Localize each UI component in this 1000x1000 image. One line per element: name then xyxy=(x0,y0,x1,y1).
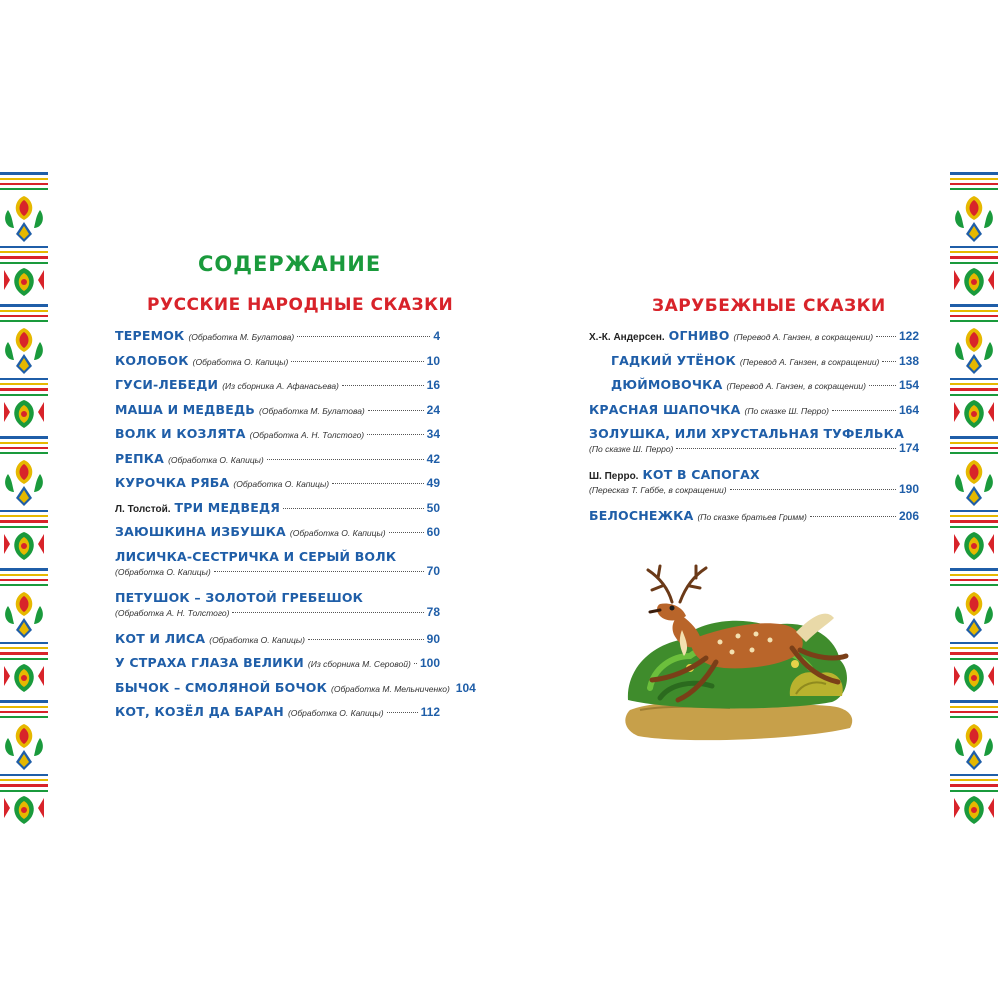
section-title-foreign: ЗАРУБЕЖНЫЕ СКАЗКИ xyxy=(652,296,886,316)
toc-entry xyxy=(589,402,919,427)
leader-dots xyxy=(810,516,896,517)
entry-page: 24 xyxy=(426,402,440,417)
entry-note: (Обработка М. Булатова) xyxy=(188,332,295,342)
entry-page: 49 xyxy=(426,476,440,490)
contents-title: СОДЕРЖАНИЕ xyxy=(198,252,382,276)
leader-dots xyxy=(291,361,423,362)
toc-entry xyxy=(589,377,919,402)
entry-note: (Обработка О. Капицы) xyxy=(289,528,386,538)
leader-dots xyxy=(730,489,896,490)
toc-entry xyxy=(115,590,440,631)
toc-entry xyxy=(115,631,440,656)
entry-title: БЕЛОСНЕЖКА xyxy=(589,508,694,523)
entry-page: 122 xyxy=(898,329,919,343)
entry-title: КОТ, КОЗЁЛ ДА БАРАН xyxy=(115,704,284,719)
entry-title: МАША И МЕДВЕДЬ xyxy=(115,401,256,417)
entry-title: ВОЛК И КОЗЛЯТА xyxy=(115,426,246,441)
entry-note: (Перевод А. Ганзен, в сокращении) xyxy=(726,381,866,391)
entry-page: 138 xyxy=(898,353,919,368)
entry-note: (Обработка О. Капицы) xyxy=(233,479,330,489)
section-title-russian: РУССКИЕ НАРОДНЫЕ СКАЗКИ xyxy=(147,295,454,315)
entry-page: 50 xyxy=(426,500,440,515)
toc-entry xyxy=(115,475,440,500)
entry-note: (Перевод А. Ганзен, в сокращении) xyxy=(739,356,880,367)
toc-entry xyxy=(115,328,440,353)
entry-page: 16 xyxy=(426,378,440,392)
toc-entry xyxy=(115,426,440,451)
entry-title: ЗОЛУШКА, ИЛИ ХРУСТАЛЬНАЯ ТУФЕЛЬКА xyxy=(589,426,904,441)
entry-page: 34 xyxy=(426,427,440,441)
entry-title: ДЮЙМОВОЧКА xyxy=(611,377,723,392)
toc-entry xyxy=(115,377,440,402)
entry-page: 164 xyxy=(898,402,919,417)
toc-entry xyxy=(115,679,476,705)
toc-entry xyxy=(115,402,440,427)
entry-author: Х.-К. Андерсен. xyxy=(589,332,665,343)
entry-note: (Обработка О. Капицы) xyxy=(209,634,305,645)
entry-note: (Обработка А. Н. Толстого) xyxy=(249,430,365,440)
entry-page: 42 xyxy=(426,451,440,466)
toc-entry xyxy=(589,467,919,508)
toc-entry xyxy=(589,426,919,467)
entry-title: ТЕРЕМОК xyxy=(115,328,185,343)
toc-entry xyxy=(589,353,919,378)
entry-page: 206 xyxy=(898,509,919,523)
toc-entry xyxy=(115,549,440,590)
entry-title: БЫЧОК – СМОЛЯНОЙ БОЧОК xyxy=(115,679,328,695)
entry-title: ГУСИ-ЛЕБЕДИ xyxy=(115,377,219,392)
leader-dots xyxy=(283,508,424,509)
leader-dots xyxy=(882,361,896,362)
leader-dots xyxy=(297,336,430,337)
ornament-border-left xyxy=(0,170,48,828)
leader-dots xyxy=(367,434,424,435)
entry-title: ГАДКИЙ УТЁНОК xyxy=(611,352,736,368)
entry-title: КУРОЧКА РЯБА xyxy=(115,475,230,490)
leader-dots xyxy=(389,532,424,533)
toc-russian-list xyxy=(115,328,476,729)
entry-note: (Пересказ Т. Габбе, в сокращении) xyxy=(589,485,727,495)
leader-dots xyxy=(832,410,896,411)
toc-entry xyxy=(589,508,919,533)
toc-entry xyxy=(115,451,440,476)
leader-dots xyxy=(267,459,424,460)
leader-dots xyxy=(332,483,424,484)
entry-note: (Обработка О. Капицы) xyxy=(287,708,384,718)
entry-page: 4 xyxy=(433,329,440,343)
leader-dots xyxy=(676,448,896,449)
toc-entry xyxy=(589,328,919,353)
entry-page: 60 xyxy=(426,525,440,539)
leader-dots xyxy=(232,612,423,613)
entry-note: (Обработка М. Мельниченко) xyxy=(331,683,450,694)
entry-note: (Обработка О. Капицы) xyxy=(168,454,264,465)
entry-title: ПЕТУШОК – ЗОЛОТОЙ ГРЕБЕШОК xyxy=(115,589,364,605)
entry-author: Ш. Перро. xyxy=(589,471,639,482)
toc-entry xyxy=(115,500,440,525)
entry-page: 70 xyxy=(426,563,440,578)
entry-page: 190 xyxy=(898,482,919,496)
entry-note: (Из сборника М. Серовой) xyxy=(307,659,411,669)
entry-note: (По сказке Ш. Перро) xyxy=(744,405,829,416)
entry-note: (Перевод А. Ганзен, в сокращении) xyxy=(733,332,874,342)
toc-entry xyxy=(115,655,440,680)
entry-title: КРАСНАЯ ШАПОЧКА xyxy=(589,401,741,417)
entry-note: (Обработка А. Н. Толстого) xyxy=(115,607,230,618)
entry-title: ОГНИВО xyxy=(668,328,730,343)
entry-note: (По сказке Ш. Перро) xyxy=(589,444,674,454)
entry-title: КОТ В САПОГАХ xyxy=(642,467,760,482)
entry-page: 90 xyxy=(426,631,440,646)
entry-note: (Из сборника А. Афанасьева) xyxy=(222,381,339,391)
entry-note: (Обработка О. Капицы) xyxy=(115,566,211,577)
deer-illustration xyxy=(620,560,860,750)
entry-page: 154 xyxy=(898,378,919,392)
entry-title: У СТРАХА ГЛАЗА ВЕЛИКИ xyxy=(115,655,304,670)
toc-entry xyxy=(115,704,440,729)
leader-dots xyxy=(308,639,424,640)
entry-page: 112 xyxy=(420,705,440,719)
entry-page: 104 xyxy=(455,680,476,695)
entry-page: 174 xyxy=(898,441,919,455)
ornament-border-right xyxy=(950,170,998,828)
entry-note: (По сказке братьев Гримм) xyxy=(697,512,807,522)
entry-author: Л. Толстой. xyxy=(115,503,171,515)
entry-title: РЕПКА xyxy=(115,450,165,466)
entry-page: 10 xyxy=(426,353,440,368)
entry-note: (Обработка М. Булатова) xyxy=(259,405,365,416)
toc-entry xyxy=(115,524,440,549)
leader-dots xyxy=(876,336,896,337)
leader-dots xyxy=(387,712,418,713)
leader-dots xyxy=(214,571,424,572)
entry-title: ЗАЮШКИНА ИЗБУШКА xyxy=(115,524,286,539)
leader-dots xyxy=(869,385,896,386)
entry-page: 78 xyxy=(426,604,440,619)
toc-foreign-list xyxy=(589,328,919,533)
entry-title: ТРИ МЕДВЕДЯ xyxy=(174,499,281,515)
entry-title: КОЛОБОК xyxy=(115,352,189,368)
entry-page: 100 xyxy=(419,656,440,670)
entry-note: (Обработка О. Капицы) xyxy=(192,356,289,367)
toc-entry xyxy=(115,353,440,378)
leader-dots xyxy=(368,410,424,411)
entry-title: ЛИСИЧКА-СЕСТРИЧКА И СЕРЫЙ ВОЛК xyxy=(115,548,397,564)
leader-dots xyxy=(414,663,417,664)
leader-dots xyxy=(342,385,424,386)
entry-title: КОТ И ЛИСА xyxy=(115,630,206,646)
